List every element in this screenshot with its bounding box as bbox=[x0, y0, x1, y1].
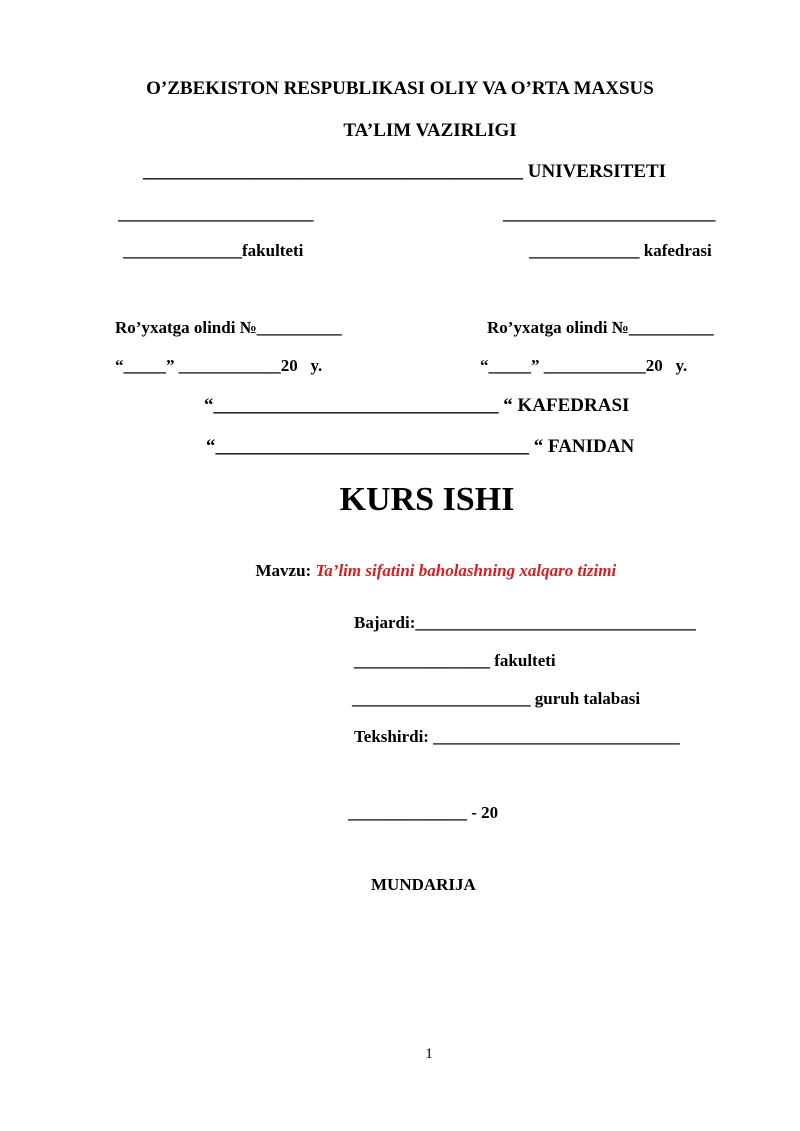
blank-left: _______________________ bbox=[118, 204, 314, 223]
contents-heading: MUNDARIJA bbox=[371, 875, 476, 894]
performed-by: Bajardi:_________________________________ bbox=[354, 613, 696, 632]
university-line: ________________________________________ UNIVERSITETI bbox=[143, 161, 667, 182]
topic-value: Ta’lim sifatini baholashning xalqaro tizimi bbox=[315, 561, 617, 580]
registration-date-right: “_____” ____________20 y. bbox=[480, 356, 688, 375]
student-group: _____________________ guruh talabasi bbox=[352, 689, 641, 708]
kafedra-line: “______________________________ “ KAFEDRASI bbox=[204, 395, 630, 416]
blank-right: _________________________ bbox=[503, 204, 716, 223]
topic-line bbox=[247, 541, 616, 581]
checked-by: Tekshirdi: _____________________________ bbox=[354, 727, 680, 746]
year-line: ______________ - 20 bbox=[348, 803, 499, 822]
registration-left: Ro’yxatga olindi №__________ bbox=[115, 318, 342, 337]
header-line-2: TA’LIM VAZIRLIGI bbox=[343, 120, 517, 141]
topic-label: Mavzu: bbox=[255, 561, 316, 580]
faculty-left: ______________fakulteti bbox=[123, 241, 304, 260]
student-faculty: ________________ fakulteti bbox=[354, 651, 556, 670]
registration-date-left: “_____” ____________20 y. bbox=[115, 356, 323, 375]
registration-right: Ro’yxatga olindi №__________ bbox=[487, 318, 714, 337]
fan-line: “_________________________________ “ FANIDAN bbox=[206, 436, 635, 457]
department-right: _____________ kafedrasi bbox=[529, 241, 712, 260]
document-title: KURS ISHI bbox=[339, 481, 515, 518]
header-line-1: O’ZBEKISTON RESPUBLIKASI OLIY VA O’RTA MAXSUS bbox=[146, 78, 654, 99]
page-number: 1 bbox=[425, 1046, 433, 1062]
